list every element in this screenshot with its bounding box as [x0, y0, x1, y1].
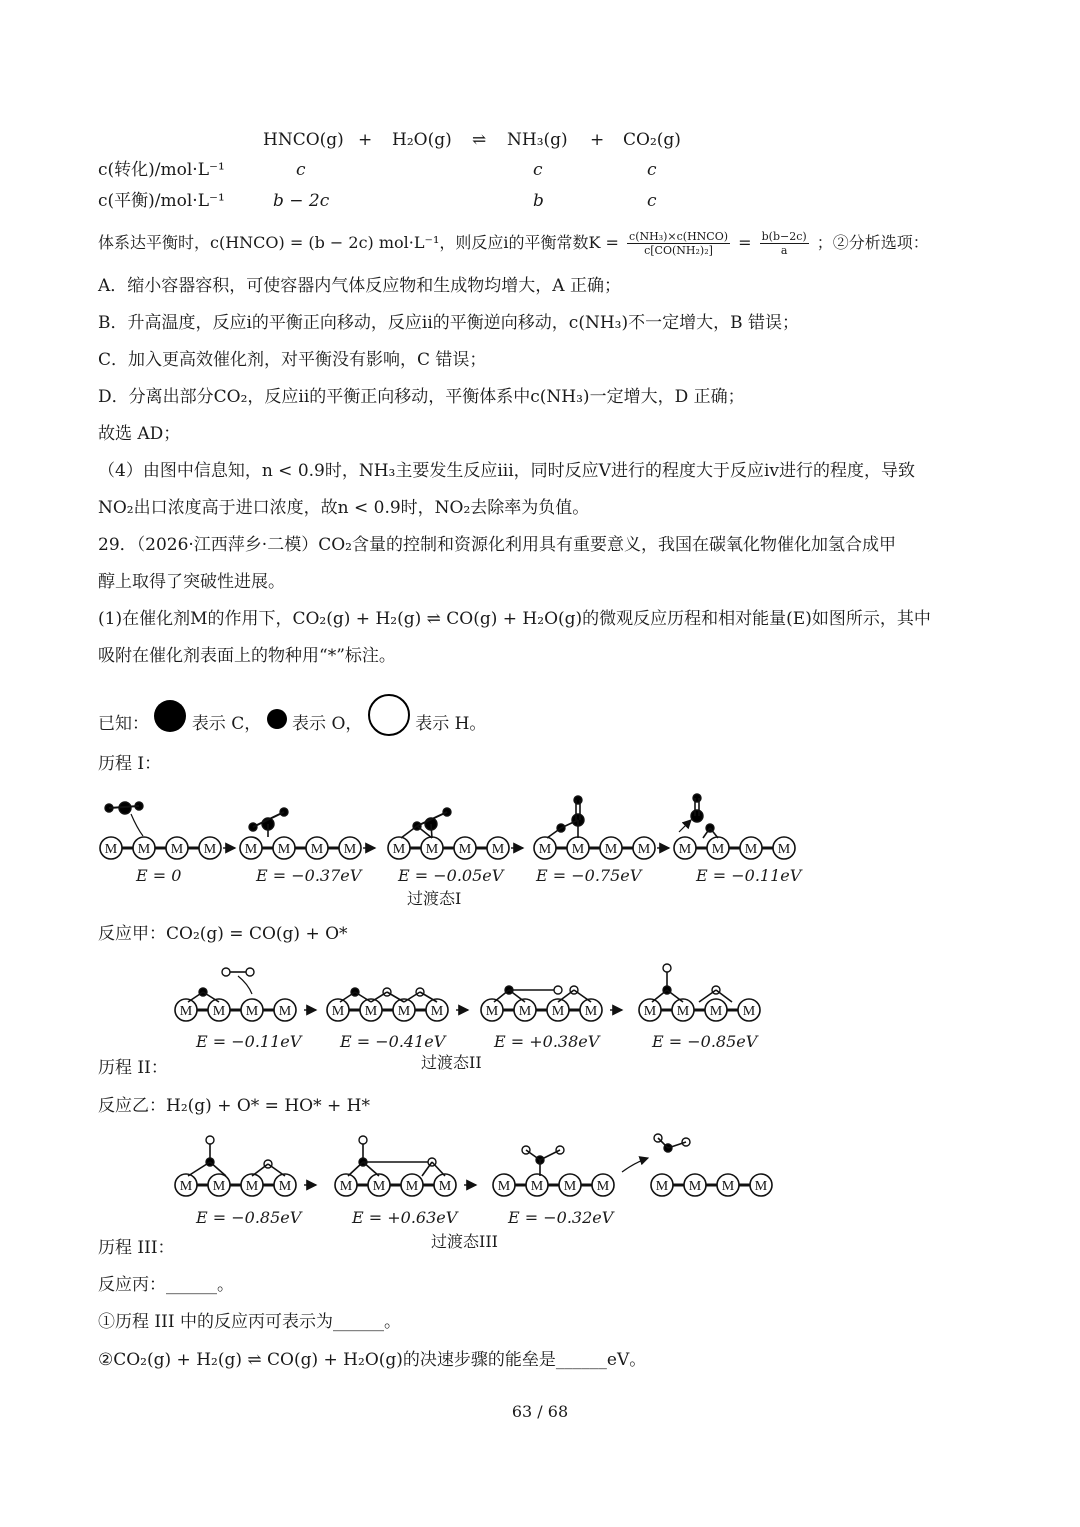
catalyst-label: M	[245, 1004, 259, 1019]
catalyst-label: M	[584, 1004, 598, 1019]
catalyst-label: M	[491, 842, 505, 857]
atom-bond	[355, 992, 371, 1002]
catalyst-label: M	[485, 1004, 499, 1019]
atom-bond	[188, 992, 203, 1002]
hydrogen-atom	[359, 1136, 367, 1144]
catalyst-label: M	[551, 1004, 565, 1019]
answer-choice: 故选 AD；	[98, 424, 181, 444]
reaction-bing: 反应丙：______。	[98, 1275, 234, 1295]
catalyst-label: M	[596, 1179, 610, 1194]
table-plus2: +	[590, 130, 605, 150]
carbon-atom-icon	[154, 700, 186, 732]
catalyst-label: M	[278, 1179, 292, 1194]
catalyst-label: M	[538, 842, 552, 857]
catalyst-label: M	[277, 842, 291, 857]
catalyst-label: M	[331, 1004, 345, 1019]
fraction-denominator: a	[780, 244, 788, 257]
table-cell: b − 2c	[273, 191, 330, 211]
equals-sign: =	[738, 233, 752, 252]
catalyst-label: M	[458, 842, 472, 857]
atom-bond	[252, 1164, 268, 1176]
table-row-label-eq: c(平衡)/mol·L⁻¹	[98, 191, 225, 211]
atom-bond	[348, 1162, 363, 1176]
catalyst-label: M	[405, 1179, 419, 1194]
adsorption-arrow	[131, 814, 143, 836]
catalyst-label: M	[179, 1179, 193, 1194]
question29-line2: 醇上取得了突破性进展。	[98, 572, 285, 592]
atom-bond	[667, 990, 683, 1002]
page-number: 63 / 68	[511, 1402, 569, 1421]
catalyst-label: M	[721, 1179, 735, 1194]
table-cell: b	[533, 191, 544, 211]
catalyst-label: M	[343, 842, 357, 857]
subquestion-2: ②CO₂(g) + H₂(g) ⇌ CO(g) + H₂O(g)的决速步骤的能垒是______eV。	[98, 1350, 647, 1370]
atom-bond	[340, 992, 355, 1002]
hydrogen-atom	[246, 968, 254, 976]
energy-label: E = −0.41eV	[340, 1032, 446, 1051]
path3-heading: 历程 III：	[98, 1238, 175, 1258]
option-d: D．分离出部分CO₂，反应ii的平衡正向移动，平衡体系中c(NH₃)一定增大，D 正确；	[98, 387, 745, 407]
energy-label: E = −0.32eV	[508, 1208, 614, 1227]
atom-bond	[371, 992, 387, 1002]
atom-bond	[404, 992, 420, 1002]
catalyst-label: M	[244, 842, 258, 857]
catalyst-label: M	[742, 1004, 756, 1019]
catalyst-label: M	[518, 1004, 532, 1019]
catalyst-label: M	[179, 1004, 193, 1019]
catalyst-label: M	[104, 842, 118, 857]
path2-heading: 历程 II：	[98, 1058, 168, 1078]
equilibrium-constant-line	[98, 230, 929, 257]
part4-line1: （4）由图中信息知，n < 0.9时，NH₃主要发生反应iii，同时反应V进行的程度大于反应iv进行的程度，导致	[98, 461, 915, 481]
atom-bond	[658, 1138, 668, 1148]
catalyst-label: M	[709, 1004, 723, 1019]
fraction-numerator: c(NH₃)×c(HNCO)	[629, 230, 729, 243]
energy-label: E = −0.85eV	[196, 1208, 302, 1227]
catalyst-label: M	[430, 1004, 444, 1019]
catalyst-label: M	[137, 842, 151, 857]
table-cell: c	[296, 160, 306, 180]
table-cell: c	[647, 191, 657, 211]
transition-state-label: 过渡态I	[407, 889, 462, 908]
catalyst-label: M	[310, 842, 324, 857]
energy-label: E = −0.37eV	[256, 866, 362, 885]
catalyst-label: M	[425, 842, 439, 857]
catalyst-label: M	[711, 842, 725, 857]
desorption-arrow	[679, 820, 691, 832]
hydrogen-atom	[554, 986, 562, 994]
catalyst-label: M	[212, 1004, 226, 1019]
eq-text-tail: ；②分析选项：	[816, 233, 929, 252]
fraction-denominator: c[CO(NH₂)₂]	[644, 244, 713, 257]
catalyst-label: M	[655, 1179, 669, 1194]
catalyst-label: M	[563, 1179, 577, 1194]
atom-bond	[574, 990, 591, 1002]
catalyst-label: M	[339, 1179, 353, 1194]
energy-label: E = 0	[136, 866, 182, 885]
question29-line1: 29．（2026·江西萍乡·二模）CO₂含量的控制和资源化利用具有重要意义，我国在碳氧化物催化加氢合成甲	[98, 535, 896, 555]
catalyst-label: M	[364, 1004, 378, 1019]
catalyst-label: M	[392, 842, 406, 857]
atom-bond	[547, 828, 561, 838]
catalyst-label: M	[777, 842, 791, 857]
atom-bond	[540, 1150, 560, 1160]
catalyst-label: M	[278, 1004, 292, 1019]
path2-diagram	[170, 958, 770, 1030]
legend-hydrogen: 表示 H。	[415, 714, 487, 734]
atom-bond	[420, 992, 437, 1002]
energy-label: E = +0.38eV	[494, 1032, 600, 1051]
atom-bond	[432, 1162, 445, 1176]
reaction-jia: 反应甲：CO₂(g) = CO(g) + O*	[98, 924, 348, 944]
carbon-atom	[691, 810, 703, 822]
transition-state-label: 过渡态III	[431, 1232, 498, 1251]
atom-bond	[509, 990, 525, 1002]
atom-bond	[494, 990, 509, 1002]
transition-state-label: 过渡态II	[421, 1053, 482, 1072]
hydrogen-atom	[222, 968, 230, 976]
atom-bond	[363, 1162, 379, 1176]
atom-bond	[109, 806, 139, 808]
catalyst-label: M	[203, 842, 217, 857]
hydrogen-atom	[206, 1136, 214, 1144]
option-a: A．缩小容器容积，可使容器内气体反应物和生成物均增大，A 正确；	[98, 276, 621, 296]
hydrogen-atom	[663, 964, 671, 972]
subquestion1-line1: (1)在催化剂M的作用下，CO₂(g) + H₂(g) ⇌ CO(g) + H₂O(g)的微观反应历程和相对能量(E)如图所示，其中	[98, 609, 931, 629]
option-b: B．升高温度，反应i的平衡正向移动，反应ii的平衡逆向移动，c(NH₃)不一定增大，B 错误；	[98, 313, 799, 333]
catalyst-label: M	[676, 1004, 690, 1019]
eq-text: 体系达平衡时，c(HNCO) = (b − 2c) mol·L⁻¹，则反应i的平衡常数K =	[98, 233, 619, 252]
atom-bond	[652, 990, 667, 1002]
catalyst-label: M	[372, 1179, 386, 1194]
legend-oxygen: 表示 O，	[292, 714, 363, 734]
catalyst-label: M	[497, 1179, 511, 1194]
atom-bond	[203, 992, 219, 1002]
catalyst-label: M	[688, 1179, 702, 1194]
table-co2: CO₂(g)	[623, 130, 681, 150]
atom-bond	[401, 826, 417, 838]
atom-bond	[387, 992, 404, 1002]
option-c: C．加入更高效催化剂，对平衡没有影响，C 错误；	[98, 350, 487, 370]
table-hnco: HNCO(g)	[263, 130, 344, 150]
atom-bond	[188, 1162, 210, 1176]
adsorption-arrow	[238, 976, 252, 994]
legend-intro: 已知：	[98, 714, 149, 734]
atom-bond	[526, 1150, 540, 1160]
reaction-yi: 反应乙：H₂(g) + O* = HO* + H*	[98, 1096, 370, 1116]
catalyst-label: M	[170, 842, 184, 857]
catalyst-label: M	[530, 1179, 544, 1194]
catalyst-label: M	[604, 842, 618, 857]
table-cell: c	[533, 160, 543, 180]
path3-diagram	[170, 1130, 800, 1205]
catalyst-label: M	[571, 842, 585, 857]
catalyst-label: M	[754, 1179, 768, 1194]
catalyst-label: M	[678, 842, 692, 857]
energy-label: E = −0.85eV	[652, 1032, 758, 1051]
table-cell: c	[647, 160, 657, 180]
subquestion-1: ①历程 III 中的反应丙可表示为______。	[98, 1312, 401, 1332]
table-plus1: +	[358, 130, 373, 150]
energy-label: E = −0.75eV	[536, 866, 642, 885]
catalyst-label: M	[397, 1004, 411, 1019]
fraction-value	[760, 230, 809, 257]
energy-label: E = +0.63eV	[352, 1208, 458, 1227]
table-row-label-conv: c(转化)/mol·L⁻¹	[98, 160, 225, 180]
atom-bond	[431, 824, 432, 838]
table-nh3: NH₃(g)	[507, 130, 568, 150]
energy-label: E = −0.05eV	[398, 866, 504, 885]
catalyst-label: M	[744, 842, 758, 857]
atom-bond	[422, 1162, 432, 1176]
catalyst-label: M	[637, 842, 651, 857]
table-arrow: ⇌	[472, 130, 487, 150]
energy-label: E = −0.11eV	[196, 1032, 302, 1051]
catalyst-label: M	[643, 1004, 657, 1019]
catalyst-label: M	[438, 1179, 452, 1194]
fraction-numerator: b(b−2c)	[761, 230, 807, 243]
subquestion1-line2: 吸附在催化剂表面上的物种用“*”标注。	[98, 646, 396, 666]
legend	[98, 712, 486, 736]
oxygen-atom-icon	[267, 709, 287, 729]
catalyst-label: M	[245, 1179, 259, 1194]
fraction-k	[627, 230, 730, 257]
catalyst-label: M	[212, 1179, 226, 1194]
part4-line2: NO₂出口浓度高于进口浓度，故n < 0.9时，NO₂去除率为负值。	[98, 498, 590, 518]
path1-heading: 历程 I：	[98, 754, 162, 774]
table-h2o: H₂O(g)	[392, 130, 452, 150]
hydrogen-atom-icon	[368, 694, 410, 736]
legend-carbon: 表示 C，	[191, 714, 262, 734]
atom-bond	[268, 1164, 285, 1176]
energy-label: E = −0.11eV	[696, 866, 802, 885]
desorption-arrow	[622, 1158, 648, 1172]
